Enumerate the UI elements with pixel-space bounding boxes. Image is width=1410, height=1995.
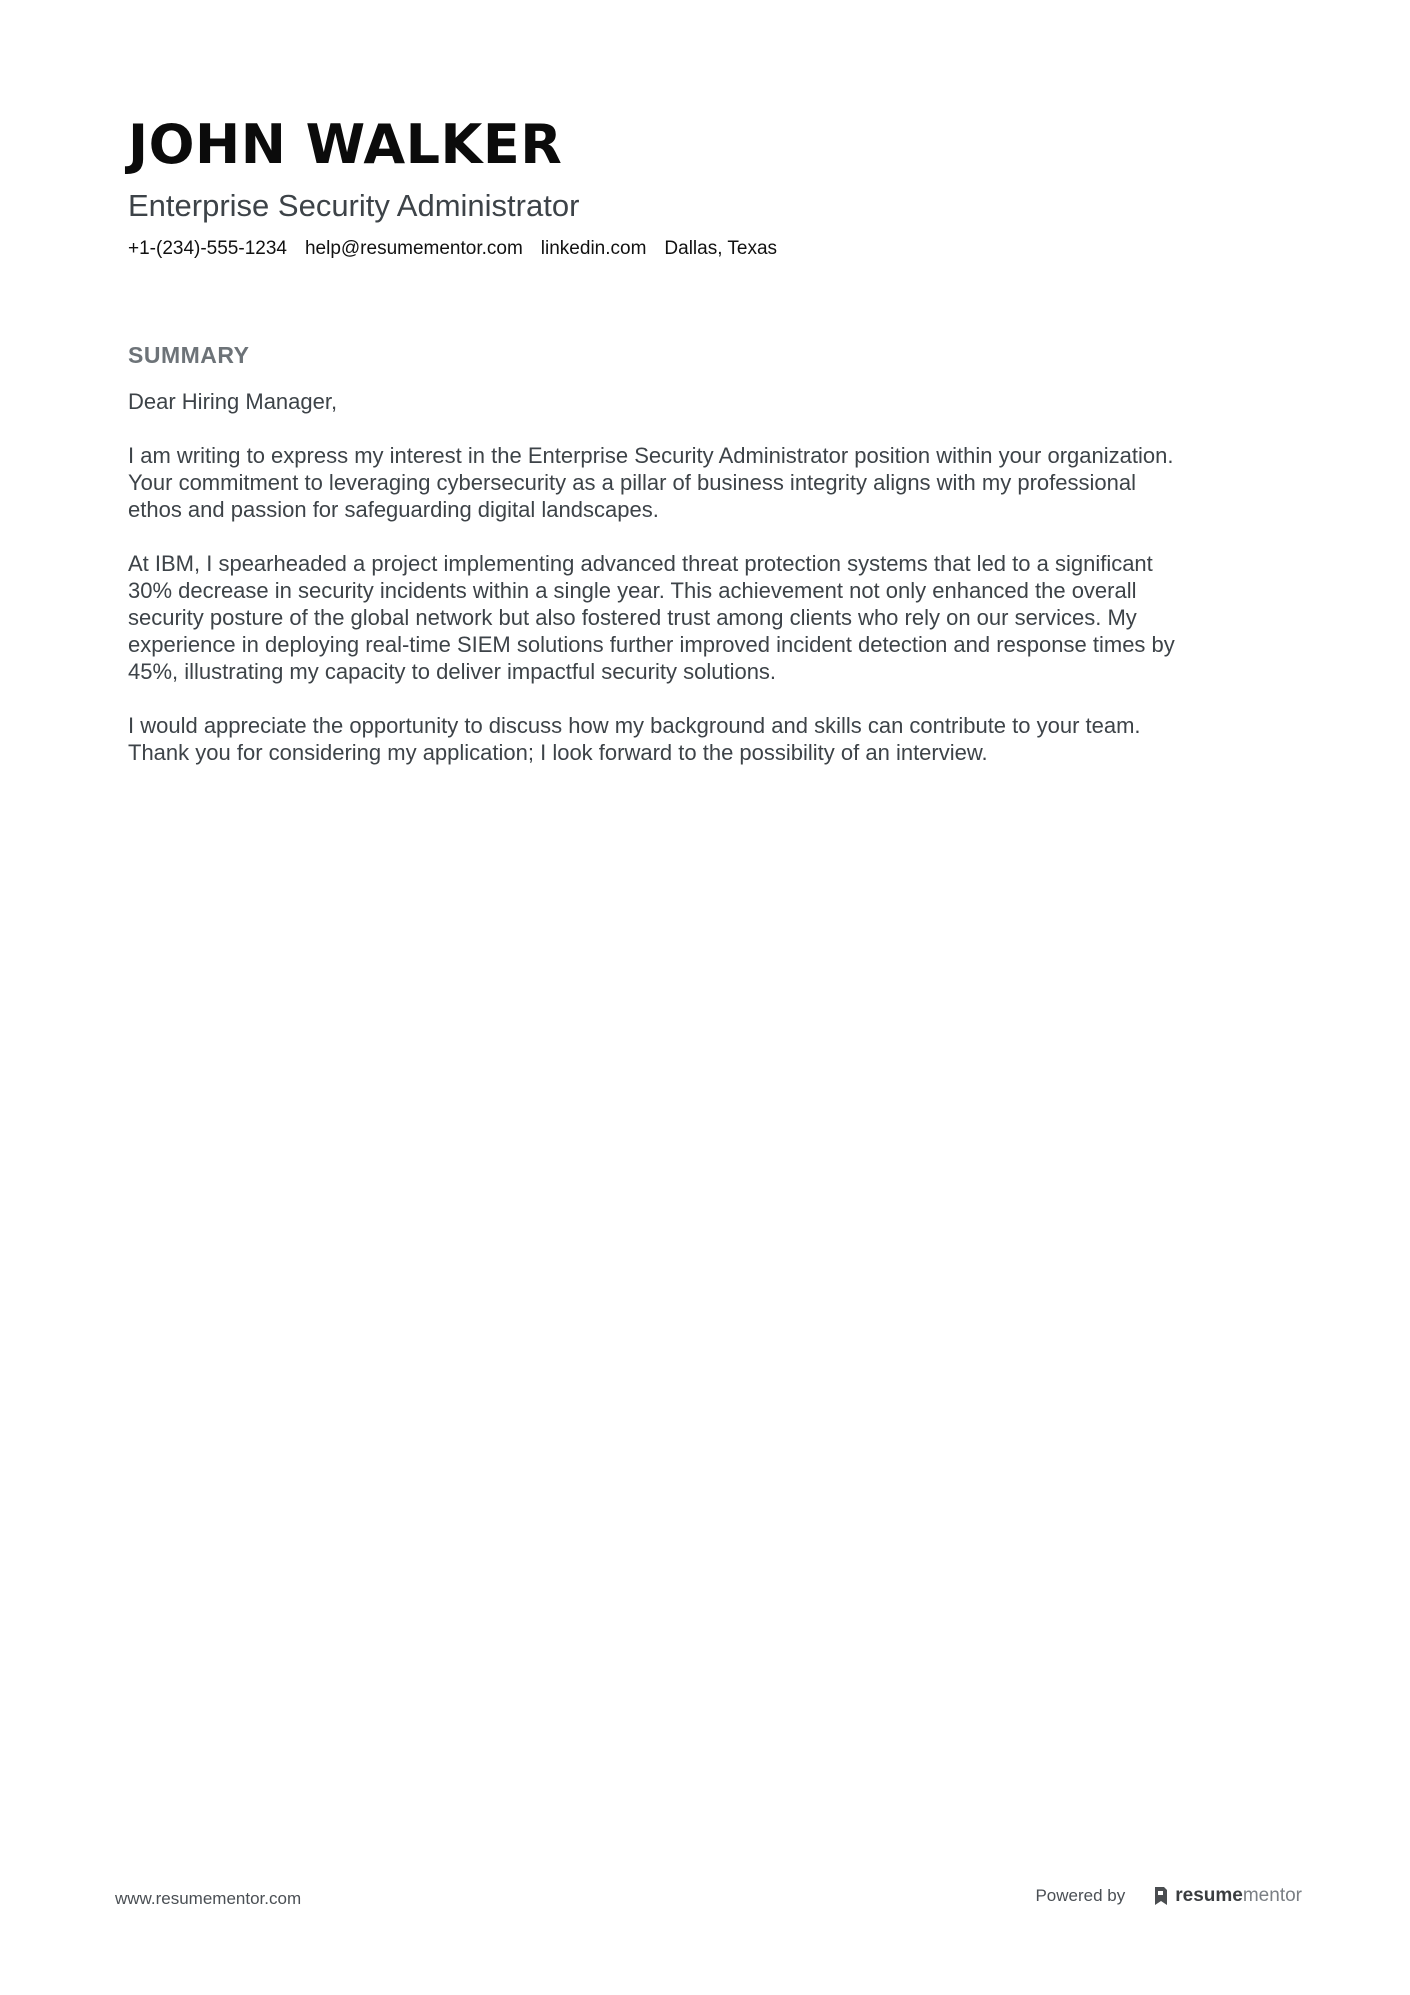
footer-branding xyxy=(1035,1884,1302,1908)
letter-paragraph-1: I am writing to express my interest in the Enterprise Security Administrator position within your organization. Your commitment to leveraging cybersecurity as a pillar of business integrity aligns with my professional ethos and passion for safeguarding digital landscapes. xyxy=(128,443,1174,522)
contact-info xyxy=(128,236,1278,262)
candidate-name: JOHN WALKER xyxy=(128,113,563,176)
contact-linkedin[interactable]: linkedin.com xyxy=(540,238,647,259)
letter-paragraph-3: I would appreciate the opportunity to discuss how my background and skills can contribute to your team. Thank you for considering my application; I look forward to the possibility of an interview. xyxy=(128,713,1141,765)
powered-by-label: Powered by xyxy=(1035,1886,1126,1905)
letter-paragraph-2: At IBM, I spearheaded a project implementing advanced threat protection systems that led to a significant 30% decrease in security incidents within a single year. This achievement not only enhanced the overall security posture of the global network but also fostered trust among clients who rely on our services. My experience in deploying real-time SIEM solutions further improved incident detection and response times by 45%, illustrating my capacity to deliver impactful security solutions. xyxy=(128,551,1175,684)
contact-email[interactable]: help@resumementor.com xyxy=(304,238,523,259)
resume-header xyxy=(128,108,1278,262)
summary-section xyxy=(128,340,1288,793)
job-title: Enterprise Security Administrator xyxy=(128,188,580,223)
section-heading-summary: SUMMARY xyxy=(128,342,250,368)
brand-wordmark xyxy=(1175,1884,1302,1908)
brand-wordmark-light: mentor xyxy=(1242,1885,1302,1906)
brand-logo[interactable] xyxy=(1153,1884,1302,1908)
brand-wordmark-bold: resume xyxy=(1175,1885,1243,1906)
resumementor-logo-icon xyxy=(1153,1886,1169,1906)
footer-website[interactable]: www.resumementor.com xyxy=(115,1889,302,1908)
contact-phone: +1-(234)-555-1234 xyxy=(128,238,287,259)
letter-greeting: Dear Hiring Manager, xyxy=(128,389,338,414)
contact-location: Dallas, Texas xyxy=(664,238,778,259)
